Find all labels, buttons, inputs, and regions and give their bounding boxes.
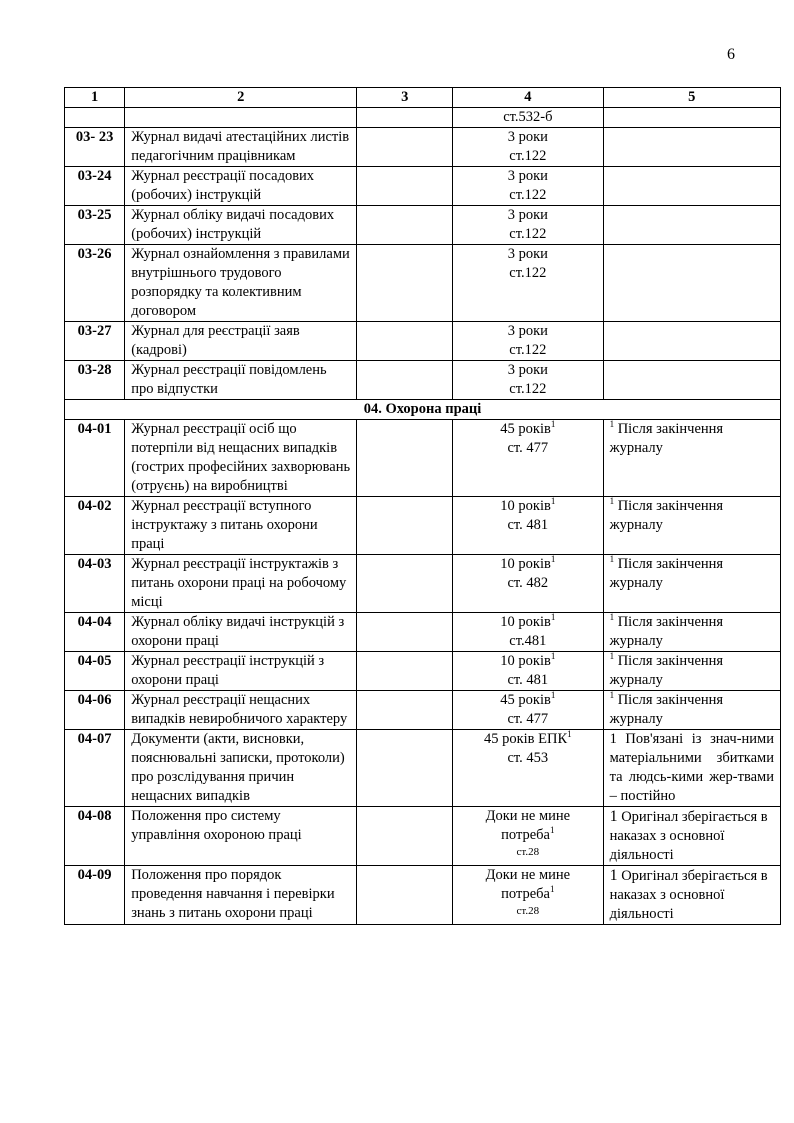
file-index: 04-05 (65, 652, 125, 691)
note: $^1$ Після закінчення журналу (603, 613, 780, 652)
column-number-header-row (65, 88, 781, 108)
file-index: 03-27 (65, 322, 125, 361)
note: 1 Оригінал зберігається в наказах з основної діяльності (603, 866, 780, 925)
column-header: 2 (125, 88, 357, 108)
table-row (65, 730, 781, 807)
file-index: 04-01 (65, 420, 125, 497)
table-row (65, 167, 781, 206)
file-title: Журнал реєстрації нещасних випадків невиробничого характеру (125, 691, 357, 730)
note: $^1$ Після закінчення журналу (603, 497, 780, 555)
file-title: Журнал ознайомлення з правилами внутрішнього трудового розпорядку та колективним договором (125, 245, 357, 322)
page-number: 6 (727, 46, 735, 63)
file-title: Журнал обліку видачі посадових (робочих) інструкцій (125, 206, 357, 245)
table-row (65, 555, 781, 613)
file-title: Журнал видачі атестаційних листів педагогічним працівникам (125, 128, 357, 167)
table-row (65, 108, 781, 128)
storage-term: 10 років$^1$ ст. 481 (453, 497, 604, 555)
file-title: Документи (акти, висновки, пояснювальні записки, протоколи) про розслідування причин нещасних випадків (125, 730, 357, 807)
storage-term: 3 роки ст.122 (453, 206, 604, 245)
file-index: 03-25 (65, 206, 125, 245)
table-row (65, 245, 781, 322)
file-index: 04-07 (65, 730, 125, 807)
column-header: 3 (357, 88, 453, 108)
storage-term: Доки не мине потреба$^1$ ст.28 (453, 866, 604, 925)
note: 1 Оригінал зберігається в наказах з основної діяльності (603, 807, 780, 866)
storage-term: 3 роки ст.122 (453, 167, 604, 206)
note: $^1$ Після закінчення журналу (603, 691, 780, 730)
column-header: 1 (65, 88, 125, 108)
storage-term: ст.532-б (453, 108, 604, 128)
file-index: 04-02 (65, 497, 125, 555)
table-row (65, 613, 781, 652)
file-title: Журнал реєстрації інструкцій з охорони праці (125, 652, 357, 691)
file-index: 04-03 (65, 555, 125, 613)
column-header: 4 (453, 88, 604, 108)
table-row (65, 128, 781, 167)
file-title: Положення про систему управління охороною праці (125, 807, 357, 866)
file-title: Журнал реєстрації повідомлень про відпустки (125, 361, 357, 400)
storage-term: 45 років ЕПК$^1$ ст. 453 (453, 730, 604, 807)
column-header: 5 (603, 88, 780, 108)
table-row (65, 497, 781, 555)
storage-term: 10 років$^1$ ст.481 (453, 613, 604, 652)
file-index: 03- 23 (65, 128, 125, 167)
note: $^1$ Після закінчення журналу (603, 652, 780, 691)
table-row (65, 866, 781, 925)
storage-term: Доки не мине потреба$^1$ ст.28 (453, 807, 604, 866)
file-title: Журнал обліку видачі інструкцій з охорони праці (125, 613, 357, 652)
file-index: 03-26 (65, 245, 125, 322)
document-registry-table (64, 87, 781, 925)
note: $^1$ Після закінчення журналу (603, 555, 780, 613)
table-row (65, 206, 781, 245)
file-index: 04-09 (65, 866, 125, 925)
storage-term: 10 років$^1$ ст. 482 (453, 555, 604, 613)
file-title: Журнал реєстрації інструктажів з питань охорони праці на робочому місці (125, 555, 357, 613)
storage-term: 3 роки ст.122 (453, 361, 604, 400)
file-index: 04-04 (65, 613, 125, 652)
file-title: Положення про порядок проведення навчання і перевірки знань з питань охорони праці (125, 866, 357, 925)
file-title: Журнал реєстрації осіб що потерпіли від нещасних випадків (гострих професійних захворювань (отруєнь) на виробництві (125, 420, 357, 497)
storage-term: 45 років$^1$ ст. 477 (453, 420, 604, 497)
file-index: 04-08 (65, 807, 125, 866)
file-index: 03-28 (65, 361, 125, 400)
file-title: Журнал для реєстрації заяв (кадрові) (125, 322, 357, 361)
section-header-row (65, 400, 781, 420)
section-title: 04. Охорона праці (65, 400, 781, 420)
file-index: 04-06 (65, 691, 125, 730)
storage-term: 3 роки ст.122 (453, 245, 604, 322)
table-row (65, 361, 781, 400)
storage-term: 45 років$^1$ ст. 477 (453, 691, 604, 730)
file-index: 03-24 (65, 167, 125, 206)
file-title: Журнал реєстрації вступного інструктажу з питань охорони праці (125, 497, 357, 555)
note: $^1$ Після закінчення журналу (603, 420, 780, 497)
table-row (65, 322, 781, 361)
note: 1 Пов'язані із знач-ними матеріальними збитками та людсь-кими жер-твами – постійно (603, 730, 780, 807)
table-row (65, 691, 781, 730)
storage-term: 3 роки ст.122 (453, 322, 604, 361)
file-title: Журнал реєстрації посадових (робочих) інструкцій (125, 167, 357, 206)
table-row (65, 807, 781, 866)
table-row (65, 652, 781, 691)
storage-term: 10 років$^1$ ст. 481 (453, 652, 604, 691)
storage-term: 3 роки ст.122 (453, 128, 604, 167)
table-row (65, 420, 781, 497)
